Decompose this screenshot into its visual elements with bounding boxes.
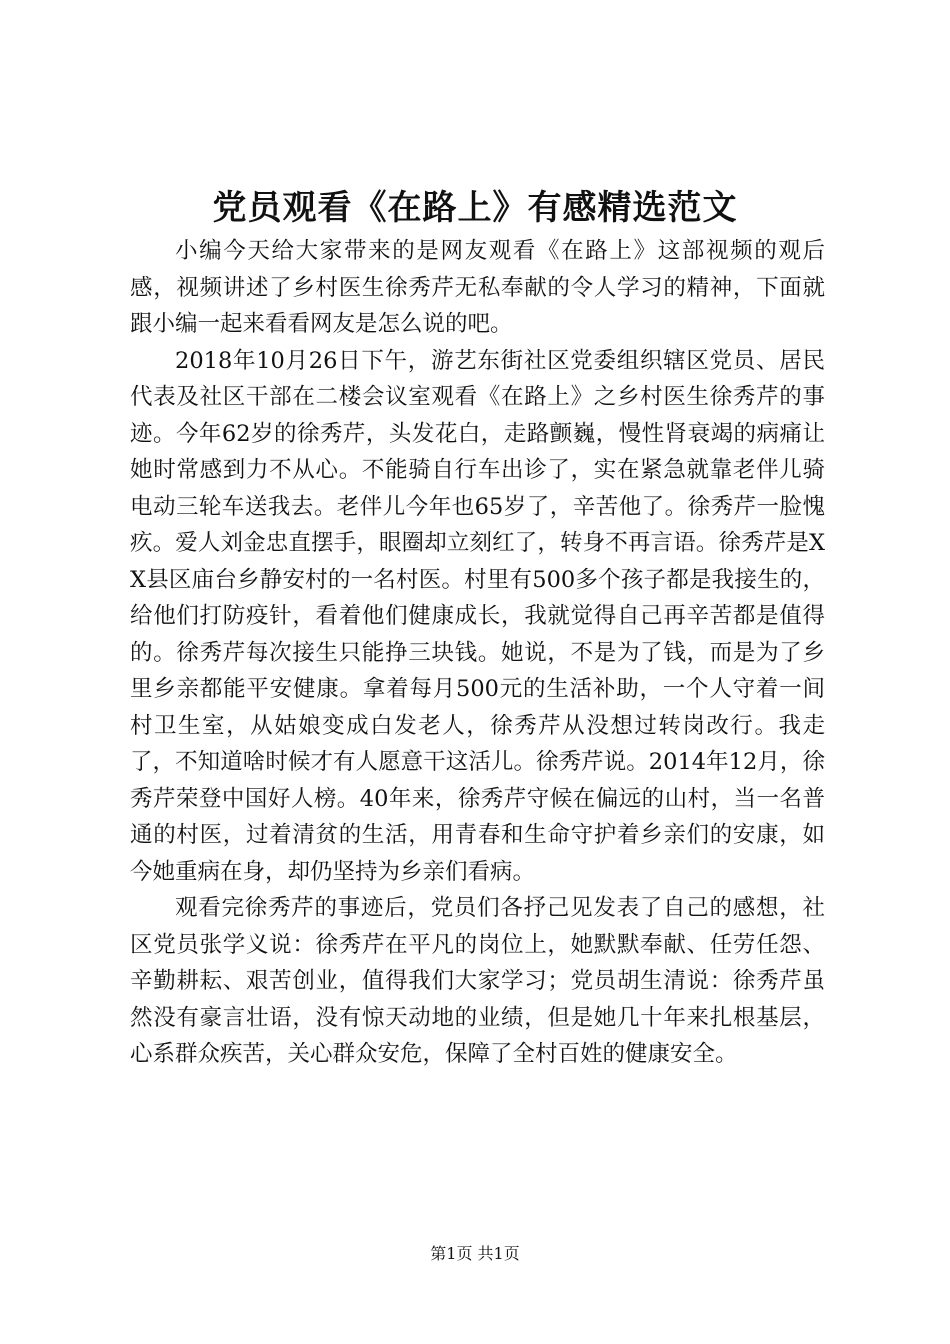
paragraph-story: 2018年10月26日下午，游艺东街社区党委组织辖区党员、居民代表及社区干部在二楼会议室观看《在路上》之乡村医生徐秀芹的事迹。今年62岁的徐秀芹，头发花白，走路颤巍，慢性肾衰竭的病痛让她时常感到力不从心。不能骑自行车出诊了，实在紧急就靠老伴儿骑电动三轮车送我去。老伴儿今年也65岁了，辛苦他了。徐秀芹一脸愧疚。爱人刘金忠直摆手，眼圈却立刻红了，转身不再言语。徐秀芹是XX县区庙台乡静安村的一名村医。村里有500多个孩子都是我接生的，给他们打防疫针，看着他们健康成长，我就觉得自己再辛苦都是值得的。徐秀芹每次接生只能挣三块钱。她说，不是为了钱，而是为了乡里乡亲都能平安健康。拿着每月500元的生活补助，一个人守着一间村卫生室，从姑娘变成白发老人，徐秀芹从没想过转岗改行。我走了，不知道啥时候才有人愿意干这活儿。徐秀芹说。2014年12月，徐秀芹荣登中国好人榜。40年来，徐秀芹守候在偏远的山村，当一名普通的村医，过着清贫的生活，用青春和生命守护着乡亲们的安康，如今她重病在身，却仍坚持为乡亲们看病。	[130, 347, 825, 885]
document-body	[130, 233, 825, 1073]
paragraph-reflections: 观看完徐秀芹的事迹后，党员们各抒己见发表了自己的感想，社区党员张学义说：徐秀芹在平凡的岗位上，她默默奉献、任劳任怨、辛勤耕耘、艰苦创业，值得我们大家学习；党员胡生清说：徐秀芹虽然没有豪言壮语，没有惊天动地的业绩，但是她几十年来扎根基层，心系群众疾苦，关心群众安危，保障了全村百姓的健康安全。	[130, 895, 825, 1067]
paragraph-intro: 小编今天给大家带来的是网友观看《在路上》这部视频的观后感，视频讲述了乡村医生徐秀芹无私奉献的令人学习的精神，下面就跟小编一起来看看网友是怎么说的吧。	[130, 238, 825, 337]
document-title: 党员观看《在路上》有感精选范文	[212, 188, 738, 228]
page-footer: 第1页 共1页	[430, 1244, 520, 1263]
